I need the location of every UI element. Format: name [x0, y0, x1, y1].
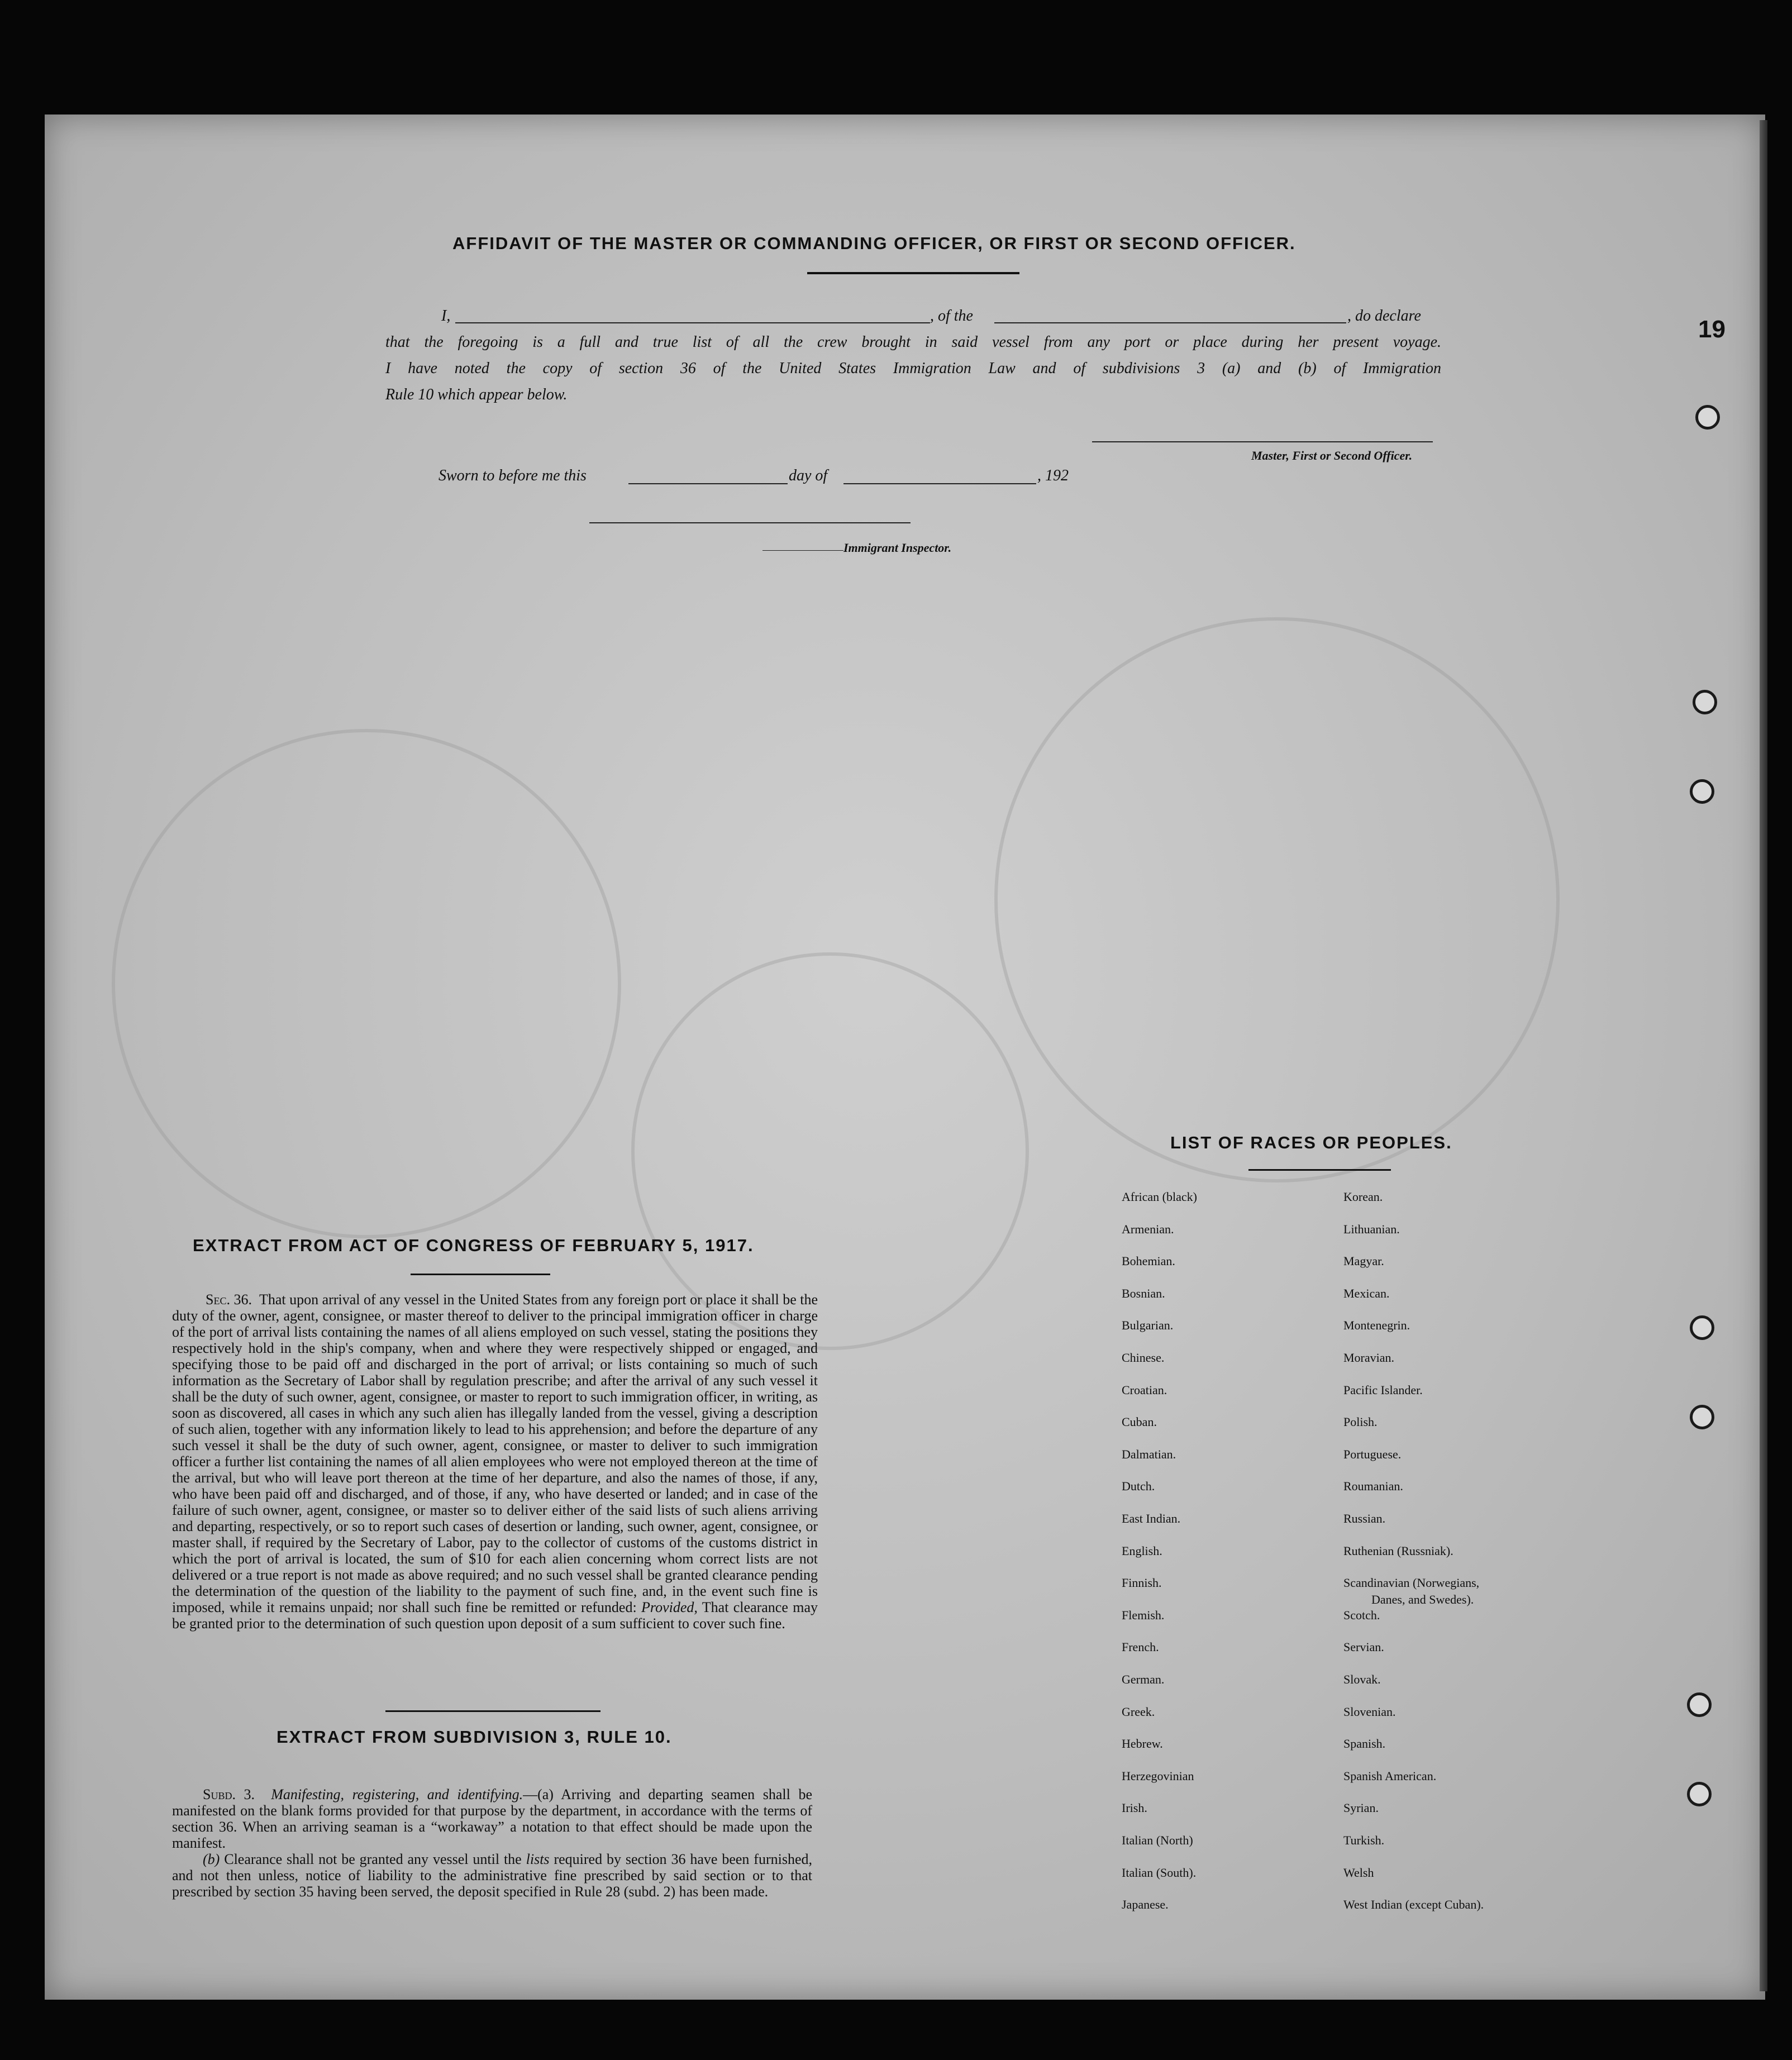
- race-item: Syrian.: [1343, 1801, 1379, 1815]
- affidavit-heading: AFFIDAVIT OF THE MASTER OR COMMANDING OFFICER, OR FIRST OR SECOND OFFICER.: [452, 233, 1296, 253]
- watermark-seal: [994, 617, 1560, 1182]
- inspector-short-line: [762, 550, 843, 551]
- race-item: Scandinavian (Norwegians,: [1343, 1576, 1480, 1590]
- race-item: Servian.: [1343, 1640, 1384, 1654]
- races-heading: LIST OF RACES OR PEOPLES.: [1170, 1133, 1452, 1152]
- race-item: German.: [1122, 1672, 1165, 1686]
- affidavit-i: I,: [441, 307, 451, 325]
- watermark-seal: [631, 952, 1029, 1350]
- race-item: Moravian.: [1343, 1351, 1395, 1365]
- race-item: Dalmatian.: [1122, 1447, 1176, 1461]
- race-item: Bohemian.: [1122, 1254, 1175, 1268]
- race-item: Magyar.: [1343, 1254, 1384, 1268]
- para-b-text-2: required by section 36 have been furnished, and not then unless, notice of liability to the administrative fine prescribed by said section or to that prescribed by section 35 having been served, the deposit specified in Rule 28 (subd. 2) has been made.: [172, 1851, 813, 1900]
- race-item: Chinese.: [1122, 1351, 1165, 1365]
- race-item: Hebrew.: [1122, 1737, 1163, 1751]
- heading-rule: [807, 272, 1019, 274]
- race-item: West Indian (except Cuban).: [1343, 1897, 1484, 1911]
- binding-hole: [1687, 1782, 1712, 1806]
- race-item: Korean.: [1343, 1190, 1383, 1204]
- binding-hole: [1695, 405, 1720, 430]
- para-a-marker: —(a): [523, 1786, 554, 1802]
- section-36-text: [172, 1291, 818, 1632]
- sworn-month-line: [843, 483, 1036, 484]
- race-item: Lithuanian.: [1343, 1222, 1400, 1236]
- affidavit-do-declare: , do declare: [1347, 307, 1421, 325]
- race-item: Greek.: [1122, 1705, 1155, 1719]
- race-item: Armenian.: [1122, 1222, 1174, 1236]
- race-item: Ruthenian (Russniak).: [1343, 1544, 1453, 1558]
- race-item: African (black): [1122, 1190, 1197, 1204]
- extract-act-heading: EXTRACT FROM ACT OF CONGRESS OF FEBRUARY 5, 1917.: [193, 1236, 754, 1255]
- sworn-day-of: day of: [789, 467, 828, 484]
- extract-rule-heading: EXTRACT FROM SUBDIVISION 3, RULE 10.: [277, 1727, 672, 1747]
- race-item: Slovak.: [1343, 1672, 1381, 1686]
- master-caption: Master, First or Second Officer.: [1251, 449, 1413, 462]
- binding-hole: [1690, 779, 1714, 804]
- binding-hole: [1690, 1405, 1714, 1429]
- race-item: Italian (South).: [1122, 1866, 1197, 1880]
- affidavit-line-2: that the foregoing is a full and true list of all the crew brought in said vessel from any port or place during her present voyage.: [385, 333, 1441, 351]
- race-item: Spanish.: [1343, 1737, 1386, 1751]
- race-item: French.: [1122, 1640, 1159, 1654]
- para-b-marker: (b): [203, 1851, 220, 1867]
- section-divider-rule: [385, 1710, 600, 1712]
- race-item: Bulgarian.: [1122, 1318, 1174, 1332]
- race-item: Spanish American.: [1343, 1769, 1437, 1783]
- race-item: Finnish.: [1122, 1576, 1162, 1590]
- race-item: Bosnian.: [1122, 1286, 1165, 1300]
- race-item: English.: [1122, 1544, 1162, 1558]
- inspector-caption: Immigrant Inspector.: [843, 541, 952, 555]
- sworn-year: , 192: [1037, 467, 1069, 484]
- binding-hole: [1687, 1692, 1712, 1717]
- race-item: Welsh: [1343, 1866, 1374, 1880]
- para-a-text: Arriving and departing seamen shall be manifested on the blank forms provided for that purpose by the department, in accordance with the terms of section 36. When an arriving seaman is a “workaway” a notation to that effect should be made upon the manifest.: [172, 1786, 812, 1851]
- sworn-prefix: Sworn to before me this: [439, 467, 587, 484]
- race-item: Pacific Islander.: [1343, 1383, 1423, 1397]
- race-item: Croatian.: [1122, 1383, 1167, 1397]
- race-item: Italian (North): [1122, 1833, 1193, 1847]
- affidavit-of-the: , of the: [930, 307, 973, 325]
- affidavit-line-4: Rule 10 which appear below.: [385, 386, 568, 403]
- race-item: Herzegovinian: [1122, 1769, 1194, 1783]
- binding-hole: [1690, 1315, 1714, 1340]
- race-item: Turkish.: [1343, 1833, 1385, 1847]
- race-item: Russian.: [1343, 1511, 1386, 1525]
- race-item: East Indian.: [1122, 1511, 1181, 1525]
- sheet-number: 19: [1698, 316, 1726, 343]
- page-edge: [1760, 120, 1767, 1991]
- heading-rule: [411, 1274, 550, 1275]
- race-item: Slovenian.: [1343, 1705, 1396, 1719]
- subd-title: Manifesting, registering, and identifying.: [271, 1786, 523, 1802]
- race-item: Irish.: [1122, 1801, 1147, 1815]
- para-b-text-1: Clearance shall not be granted any vessel until the: [224, 1851, 522, 1867]
- inspector-signature-line: [589, 522, 911, 523]
- affidavit-line-3: I have noted the copy of section 36 of the United States Immigration Law and of subdivisions 3 (a) and (b) of Immigration: [385, 360, 1441, 377]
- subdivision-b-text: [172, 1851, 812, 1900]
- subd-label: Subd. 3.: [203, 1786, 255, 1802]
- race-item: Roumanian.: [1343, 1479, 1403, 1493]
- heading-rule: [1248, 1169, 1391, 1171]
- race-item: Scotch.: [1343, 1608, 1380, 1622]
- vessel-blank-line: [994, 322, 1346, 323]
- race-item: Cuban.: [1122, 1415, 1157, 1429]
- section-body-1: That upon arrival of any vessel in the United States from any foreign port or place it shall be the duty of the owner, agent, consignee, or master thereof to deliver to the principal immigration officer in charge of the port of arrival lists containing the names of all aliens employed on such vessel, stating the positions they respectively hold in the ship's company, when and where they were respectively shipped or engaged, and specifying those to be paid off and discharged in the port of arrival; or lists containing so much of such information as the Secretary of Labor shall by regulation prescribe; and after the arrival of any such vessel it shall be the duty of such owner, agent, consignee, or master to report to such immigration officer, in writing, as soon as discovered, all cases in which any such alien has illegally landed from the vessel, giving a description of such alien, together with any information likely to lead to his apprehension; and before the departure of any such vessel it shall be the duty of such owner, agent, consignee, or master to deliver to such immigration officer a further list containing the names of all alien employees who were not employed thereon at the time of the arrival, but who will leave port thereon at the time of her departure, and also the names of those, if any, who have been paid off and discharged, and of those, if any, who have deserted or landed; and in case of the failure of such owner, agent, consignee, or master so to deliver either of the said lists of such aliens arriving and departing, respectively, or so to report such cases of desertion or landing, such owner, agent, consignee, or master shall, if required by the Secretary of Labor, pay to the collector of customs of the customs district in which the port of arrival is located, the sum of $10 for each alien concerning whom correct lists are not delivered or a true report is not made as above required; and no such vessel shall be granted clearance pending the determination of the question of the liability to the payment of such fine, and, in the event such fine is imposed, while it remains unpaid; nor shall such fine be remitted or refunded:: [172, 1291, 818, 1615]
- race-item: Dutch.: [1122, 1479, 1155, 1493]
- para-b-lists: lists: [526, 1851, 550, 1867]
- race-item: Japanese.: [1122, 1897, 1169, 1911]
- race-item: Montenegrin.: [1343, 1318, 1410, 1332]
- race-item: Flemish.: [1122, 1608, 1165, 1622]
- name-blank-line: [455, 322, 930, 323]
- document-page: [45, 115, 1765, 2000]
- race-item-continuation: Danes, and Swedes).: [1371, 1592, 1474, 1606]
- sworn-day-line: [628, 483, 788, 484]
- race-item: Polish.: [1343, 1415, 1378, 1429]
- master-signature-line: [1092, 441, 1433, 442]
- watermark-seal: [112, 729, 621, 1238]
- section-label: Sec. 36.: [206, 1291, 252, 1308]
- race-item: Portuguese.: [1343, 1447, 1402, 1461]
- section-body-2: That clearance may be granted prior to the determination of such question upon deposit of a sum sufficient to cover such fine.: [172, 1599, 818, 1632]
- binding-hole: [1693, 690, 1717, 714]
- race-item: Mexican.: [1343, 1286, 1390, 1300]
- provided-word: Provided,: [641, 1599, 698, 1615]
- subdivision-a-text: [172, 1786, 812, 1851]
